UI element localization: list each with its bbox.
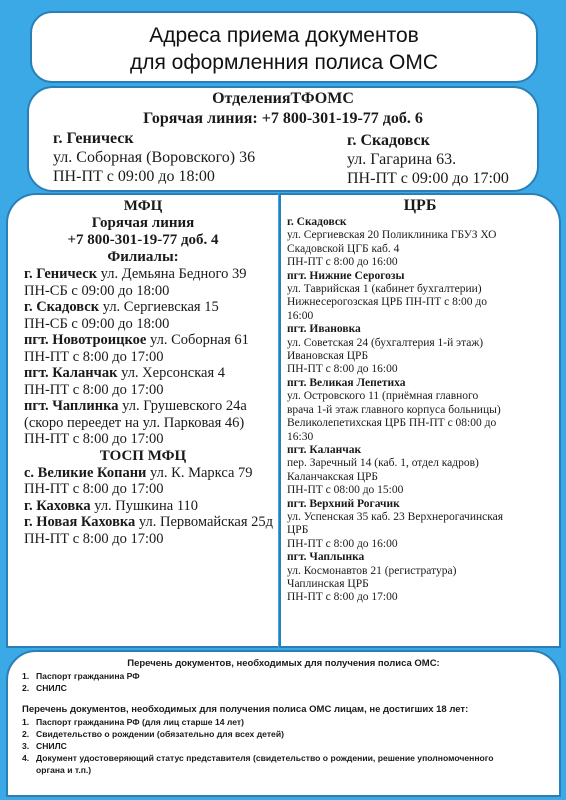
mfc-branch-line <box>8 382 278 399</box>
crb-entry-city: пгт. Великая Лепетиха <box>287 376 406 389</box>
mfc-branch-line <box>8 415 278 432</box>
documents-heading-adult: Перечень документов, необходимых для получения полиса ОМС: <box>127 658 440 669</box>
document-minor-number: 2. <box>22 729 30 739</box>
crb-entry-line <box>281 390 559 403</box>
crb-entry-text: ул. Советская 24 (бухгалтерия 1-й этаж) <box>287 336 484 349</box>
crb-entry-text: Чаплинская ЦРБ <box>287 577 369 590</box>
document-adult-item <box>8 682 559 694</box>
crb-entry-line <box>281 457 559 470</box>
mfc-branch-line <box>8 299 278 316</box>
crb-entry-line <box>281 377 559 390</box>
document-adult-item <box>8 670 559 682</box>
document-adult-text: Паспорт гражданина РФ <box>36 671 140 681</box>
crb-entry-text: ул. Островского 11 (приёмная главного <box>287 390 479 403</box>
mfc-branch-text: ПН-ПТ с 8:00 до 17:00 <box>24 431 164 447</box>
mfc-branch-line <box>8 332 278 349</box>
document-minor-number: 4. <box>22 753 30 763</box>
crb-entry-line <box>281 551 559 564</box>
crb-entry-text: Ивановская ЦРБ <box>287 350 369 363</box>
document-minor-text: Паспорт гражданина РФ (для лиц старше 14 лет) <box>36 717 244 727</box>
crb-entry-city: пгт. Чаплынка <box>287 551 365 564</box>
mfc-branch-text: ул. Соборная 61 <box>146 332 249 348</box>
mfc-panel <box>6 193 278 648</box>
document-minor-text: Документ удостоверяющий статус представителя (свидетельство о рождении, решение уполномоченного <box>36 753 494 763</box>
crb-entry-line <box>281 270 559 283</box>
crb-entry-text: Нижнесерогозская ЦРБ ПН-ПТ с 8:00 до <box>287 296 488 309</box>
crb-entry-line <box>281 337 559 350</box>
document-minor-number: 3. <box>22 741 30 751</box>
tfoms-left-address: ул. Соборная (Воровского) 36 <box>53 149 256 166</box>
mfc-branch-text: ул. Сергиевская 15 <box>99 299 219 315</box>
mfc-branch-text: ПН-СБ с 09:00 до 18:00 <box>24 315 170 332</box>
tfoms-office-genichesk <box>53 129 255 186</box>
mfc-branch-text: ул. Херсонская 4 <box>117 365 226 381</box>
crb-entry-city: пгт. Каланчак <box>287 443 362 456</box>
crb-entry-line <box>281 591 559 604</box>
mfc-tosp-text: ПН-ПТ с 8:00 до 17:00 <box>24 481 164 497</box>
tfoms-office-skadovsk <box>347 131 509 188</box>
crb-entry-line <box>281 524 559 537</box>
mfc-heading: МФЦ <box>123 198 163 214</box>
document-minor-item <box>8 740 559 752</box>
crb-entry-line <box>281 565 559 578</box>
mfc-branch-line <box>8 283 278 300</box>
documents-list-minor <box>8 716 559 776</box>
document-minor-text: Свидетельство о рождении (обязательно для всех детей) <box>36 729 284 739</box>
crb-entry-line <box>281 538 559 551</box>
crb-entry-text: ПН-ПТ с 8:00 до 16:00 <box>287 256 398 269</box>
document-adult-number: 1. <box>22 671 30 681</box>
mfc-hotline-label: Горячая линия <box>91 215 195 231</box>
crb-entry-line <box>281 484 559 497</box>
document-minor-text: органа и т.п.) <box>36 765 92 775</box>
crb-entry-line <box>281 471 559 484</box>
crb-panel <box>281 193 561 648</box>
crb-entry-text: 16:00 <box>287 309 314 322</box>
document-minor-text: СНИЛС <box>36 741 67 751</box>
crb-entry-text: ЦРБ <box>287 524 309 537</box>
mfc-branch-text: ПН-ПТ с 8:00 до 17:00 <box>24 348 164 365</box>
crb-entry-text: ПН-ПТ с 08:00 до 15:00 <box>287 484 404 497</box>
crb-entry-text: ул. Сергиевская 20 Поликлиника ГБУЗ ХО <box>287 229 497 242</box>
crb-heading: ЦРБ <box>403 197 437 214</box>
mfc-branch-text: ул. Демьяна Бедного 39 <box>97 266 247 282</box>
documents-list-adult <box>8 670 559 694</box>
crb-entry-line <box>281 511 559 524</box>
crb-entry-text: врача 1-й этаж главного корпуса больницы) <box>287 403 501 416</box>
crb-entry-city: пгт. Нижние Серогозы <box>287 269 405 282</box>
crb-entry-line <box>281 283 559 296</box>
document-adult-text: СНИЛС <box>36 683 67 693</box>
tfoms-left-city: г. Геническ <box>53 130 134 147</box>
mfc-tosp-text: ул. К. Маркса 79 <box>146 464 253 481</box>
mfc-tosp-city: с. Великие Копани <box>24 464 147 481</box>
crb-entry-line <box>281 431 559 444</box>
crb-entry-text: Великолепетихская ЦРБ ПН-ПТ с 08:00 до <box>287 417 497 430</box>
mfc-branch-line <box>8 316 278 333</box>
mfc-tosp-line <box>8 465 278 482</box>
tfoms-hotline: Горячая линия: +7 800-301-19-77 доб. 6 <box>143 110 423 127</box>
crb-entry-text: Каланчакская ЦРБ <box>287 470 379 483</box>
tfoms-right-address: ул. Гагарина 63. <box>347 151 457 168</box>
document-minor-item <box>8 716 559 728</box>
document-minor-item <box>8 752 559 764</box>
mfc-branch-text: (скоро переедет на ул. Парковая 46) <box>24 414 245 431</box>
documents-heading-minor: Перечень документов, необходимых для получения полиса ОМС лицам, не достигших 18 лет: <box>22 704 469 715</box>
crb-entry-line <box>281 444 559 457</box>
tfoms-right-hours: ПН-ПТ с 09:00 до 17:00 <box>347 170 509 187</box>
mfc-branch-text: ул. Грушевского 24а <box>118 398 247 414</box>
mfc-tosp-city: г. Новая Каховка <box>24 514 136 530</box>
title-panel <box>30 11 538 83</box>
mfc-tosp-city: г. Каховка <box>24 497 91 514</box>
page-title-line-2: для оформленния полиса ОМС <box>129 51 439 74</box>
crb-entry-text: 16:30 <box>287 430 314 443</box>
mfc-tosp-line <box>8 531 278 548</box>
crb-entry-line <box>281 296 559 309</box>
crb-entry-line <box>281 310 559 323</box>
crb-entry-text: ул. Космонавтов 21 (регистратура) <box>287 564 457 577</box>
crb-entry-line <box>281 229 559 242</box>
mfc-tosp-label: ТОСП МФЦ <box>99 447 187 464</box>
mfc-branch-line <box>8 349 278 366</box>
tfoms-heading: ОтделенияТФОМС <box>212 90 354 107</box>
mfc-hotline-number: +7 800-301-19-77 доб. 4 <box>67 232 219 248</box>
crb-entry-line <box>281 350 559 363</box>
crb-entry-line <box>281 404 559 417</box>
mfc-tosp-text: ул. Первомайская 25д <box>135 514 274 530</box>
crb-entry-line <box>281 323 559 336</box>
mfc-tosp-text: ул. Пушкина 110 <box>90 497 199 514</box>
crb-entry-text: Скадовской ЦГБ каб. 4 <box>287 242 400 255</box>
document-minor-item <box>8 728 559 740</box>
crb-entry-line <box>281 498 559 511</box>
mfc-branch-city: пгт. Новотроицкое <box>24 332 147 348</box>
crb-entry-line <box>281 417 559 430</box>
mfc-tosp-line <box>8 498 278 515</box>
crb-entry-city: пгт. Ивановка <box>287 323 361 336</box>
document-adult-number: 2. <box>22 683 30 693</box>
crb-entry-line <box>281 216 559 229</box>
mfc-branch-text: ПН-ПТ с 8:00 до 17:00 <box>24 381 164 398</box>
document-minor-number: 1. <box>22 717 30 727</box>
mfc-branch-city: пгт. Каланчак <box>24 365 118 381</box>
mfc-tosp-line <box>8 514 278 531</box>
tfoms-right-city: г. Скадовск <box>347 132 430 149</box>
crb-entry-line <box>281 243 559 256</box>
document-minor-item <box>8 764 559 776</box>
crb-entry-text: ул. Успенская 35 каб. 23 Верхнерогачинская <box>287 510 504 523</box>
mfc-branch-city: г. Скадовск <box>24 299 100 315</box>
crb-entry-text: пер. Заречный 14 (каб. 1, отдел кадров) <box>287 457 479 470</box>
crb-entry-line <box>281 578 559 591</box>
mfc-branch-line <box>8 431 278 448</box>
tfoms-left-hours: ПН-ПТ с 09:00 до 18:00 <box>53 168 215 185</box>
crb-entry-line <box>281 363 559 376</box>
mfc-branch-city: пгт. Чаплинка <box>24 398 119 414</box>
mfc-branch-line <box>8 266 278 283</box>
crb-entry-text: ул. Таврийская 1 (кабинет бухгалтерии) <box>287 283 482 296</box>
crb-entry-line <box>281 256 559 269</box>
mfc-branch-text: ПН-СБ с 09:00 до 18:00 <box>24 282 170 299</box>
crb-entry-text: ПН-ПТ с 8:00 до 16:00 <box>287 537 398 550</box>
mfc-branches-label: Филиалы: <box>107 249 179 265</box>
crb-list <box>281 216 559 605</box>
crb-entry-city: пгт. Верхний Рогачик <box>287 497 400 510</box>
page-title-line-1: Адреса приема документов <box>149 24 419 47</box>
documents-panel <box>6 650 561 797</box>
mfc-branch-city: г. Геническ <box>24 266 98 282</box>
mfc-tosp-text: ПН-ПТ с 8:00 до 17:00 <box>24 530 164 547</box>
crb-entry-city: г. Скадовск <box>287 216 347 228</box>
mfc-branch-line <box>8 398 278 415</box>
mfc-tosp-list <box>8 465 278 548</box>
mfc-branch-line <box>8 365 278 382</box>
mfc-branch-list <box>8 266 278 448</box>
crb-entry-text: ПН-ПТ с 8:00 до 16:00 <box>287 363 398 376</box>
tfoms-panel <box>27 86 539 192</box>
crb-entry-text: ПН-ПТ с 8:00 до 17:00 <box>287 591 398 604</box>
mfc-tosp-line <box>8 481 278 498</box>
